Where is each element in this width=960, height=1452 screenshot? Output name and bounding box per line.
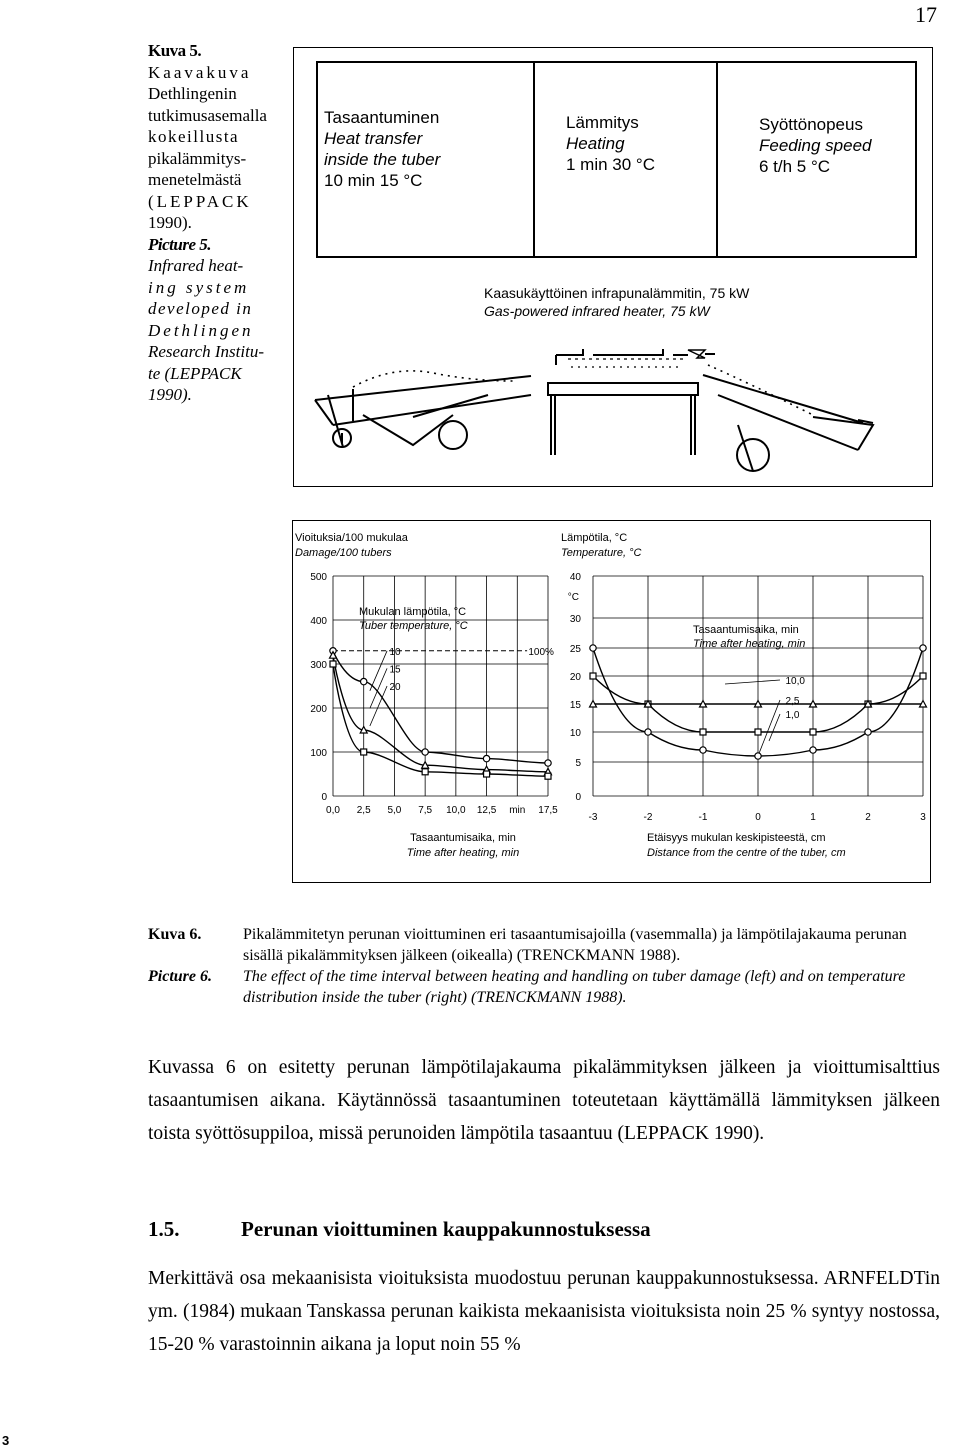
right-x-tick: -1 — [698, 812, 708, 823]
left-point-20 — [422, 769, 428, 775]
heater-label — [484, 284, 749, 320]
right-point-2,5 — [755, 729, 761, 735]
left-y-tick: 200 — [310, 704, 327, 715]
left-point-20 — [330, 661, 336, 667]
right-legend-leader — [725, 680, 780, 684]
left-legend-item: 15 — [389, 664, 401, 676]
left-point-20 — [545, 773, 551, 779]
left-point-20 — [361, 749, 367, 755]
section-heading — [148, 1217, 651, 1242]
stage-divider — [716, 63, 718, 256]
section-paragraph: Merkittävä osa mekaanisista vioituksista muodostuu perunan kauppakunnostuksessa. ARNFELDTin ym. (1984) mukaan Tanskassa perunan kaikista mekaanisista vioituksista noin 25 % syntyy nostossa, 15-20 % varastoinnin aikana ja loput noin 55 % — [148, 1268, 940, 1355]
right-conveyor-bottom — [718, 395, 858, 450]
left-x-tick: min — [509, 805, 526, 816]
figure5-caption-en-line: Dethlingen — [148, 320, 254, 340]
right-y-tick: 30 — [569, 614, 581, 625]
left-legend-leader — [370, 651, 387, 691]
right-y-tick: 10 — [569, 728, 581, 739]
right-chart-xlabel — [647, 831, 846, 861]
left-chart-ylabel — [295, 531, 408, 561]
tuber-stream-left — [353, 371, 513, 387]
right-x-tick: 3 — [920, 812, 926, 823]
right-point-2,5 — [590, 673, 596, 679]
stage-heat-transfer-en: Heat transfer — [324, 129, 423, 148]
left-chart-ylabel-fi: Vioituksia/100 mukulaa — [295, 532, 408, 544]
figure5-caption-fi-line: (LEPPACK — [148, 191, 252, 211]
right-point-10,0 — [920, 645, 926, 651]
left-chart-legend-title — [359, 605, 468, 633]
figure5-caption-fi-line: tutkimusasemalla — [148, 105, 267, 125]
stage-heat-transfer — [324, 107, 440, 191]
stage-heating-value: 1 min 30 °C — [566, 155, 656, 174]
right-x-tick: -3 — [588, 812, 598, 823]
section-number: 1.5. — [148, 1217, 180, 1241]
left-y-tick: 500 — [310, 572, 327, 583]
figure5-caption-fi-line: Dethlingenin — [148, 84, 237, 103]
figure6-caption-en-text: The effect of the time interval between heating and handling on tuber damage (left) and on temperature distribution inside the tuber (right) (TRENCKMANN 1988). — [243, 968, 906, 1006]
right-x-tick: 1 — [810, 812, 816, 823]
left-point-20 — [484, 771, 490, 777]
right-y-tick: 25 — [569, 644, 581, 655]
figure5-caption-en-line: 1990). — [148, 385, 192, 404]
left-y-tick: 300 — [310, 660, 327, 671]
left-x-tick: 10,0 — [446, 805, 466, 816]
right-point-10,0 — [865, 729, 871, 735]
figure5-caption — [148, 40, 286, 406]
right-point-2,5 — [700, 729, 706, 735]
right-drum — [737, 439, 769, 471]
figure5-caption-en-line: Infrared heat- — [148, 256, 244, 275]
section-title: Perunan vioittuminen kauppakunnostuksessa — [241, 1217, 651, 1241]
right-legend-leader — [769, 714, 780, 741]
tuber-stream-right — [708, 365, 813, 415]
stage-heat-transfer-fi: Tasaantuminen — [324, 108, 440, 127]
figure6-caption-fi — [148, 924, 938, 966]
figure5-caption-en-line: developed in — [148, 299, 253, 318]
figure6-label: Kuva 6. — [148, 926, 202, 943]
left-series-line-10 — [333, 651, 548, 763]
left-chart-xlabel — [383, 831, 543, 861]
figure5-caption-en-line: Research Institu- — [148, 342, 264, 361]
figure5-caption-fi-line: Kaavakuva — [148, 62, 252, 82]
figure5-caption-en-line: te (LEPPACK — [148, 363, 242, 383]
right-legend-title-fi: Tasaantumisaika, min — [693, 624, 799, 636]
right-y-tick: 40 — [569, 572, 581, 583]
left-legend-item: 20 — [389, 682, 401, 693]
left-chart-xlabel-fi: Tasaantumisaika, min — [410, 832, 516, 844]
right-chart-legend-title — [693, 623, 805, 651]
right-chart-ylabel-fi: Lämpötila, °C — [561, 532, 628, 544]
stage-feeding-fi: Syöttönopeus — [759, 115, 863, 134]
left-point-10 — [483, 755, 489, 761]
right-legend-item: 1,0 — [785, 710, 800, 721]
right-x-tick: 2 — [865, 812, 871, 823]
heating-machinery-drawing — [293, 325, 933, 487]
figure5-caption-fi-line: menetelmästä — [148, 170, 242, 189]
picture6-label: Picture 6. — [148, 968, 212, 985]
gas-valve — [688, 350, 705, 358]
stage-feeding-value: 6 t/h 5 °C — [759, 157, 831, 176]
right-point-10,0 — [645, 729, 651, 735]
right-x-tick: 0 — [755, 812, 761, 823]
right-point-10,0 — [755, 753, 761, 759]
right-point-2,5 — [810, 729, 816, 735]
left-chart-ylabel-en: Damage/100 tubers — [295, 547, 392, 559]
right-point-10,0 — [810, 747, 816, 753]
figure5-caption-fi-line: 1990). — [148, 213, 192, 232]
stage-feeding-en: Feeding speed — [759, 136, 872, 155]
right-legend-leader — [758, 700, 780, 756]
corner-number: 3 — [2, 1433, 10, 1448]
figure5-stage-box — [316, 61, 917, 258]
left-x-tick: 0,0 — [326, 805, 340, 816]
left-legend-title-fi: Mukulan lämpötila, °C — [359, 606, 467, 618]
left-y-tick: 0 — [321, 792, 327, 803]
picture5-label: Picture 5. — [148, 234, 211, 254]
body-paragraph: Kuvassa 6 on esitetty perunan lämpötilajakauma pikalämmityksen jälkeen ja vioittumisalttius tasaantumisen aikana. Käytännössä tasaantuminen toteutetaan käyttämällä lämmityksen jälkeen toista syöttösuppiloa, missä perunoiden lämpötila tasaantuu (LEPPACK 1990). — [148, 1057, 940, 1144]
heater-label-fi: Kaasukäyttöinen infrapunalämmitin, 75 kW — [484, 285, 750, 301]
stage-heating — [566, 112, 655, 175]
right-legend-item: 10,0 — [785, 676, 805, 687]
right-point-2,5 — [920, 673, 926, 679]
figure6-caption-fi-text: Pikalämmitetyn perunan vioittuminen eri tasaantumisajoilla (vasemmalla) ja lämpötilajakauma perunan sisällä pikalämmityksen jälkeen (oikealla) (TRENCKMANN 1988). — [243, 926, 907, 964]
figure6-caption-en — [148, 966, 938, 1008]
figure5-caption-fi-line: pikalämmitys- — [148, 148, 247, 168]
stage-heating-en: Heating — [566, 134, 625, 153]
left-drum — [439, 421, 467, 449]
heater-hood — [556, 349, 688, 355]
right-point-10,0 — [700, 747, 706, 753]
right-point-10,0 — [590, 645, 596, 651]
right-chart-xlabel-fi: Etäisyys mukulan keskipisteestä, cm — [647, 832, 826, 844]
right-chart-xlabel-en: Distance from the centre of the tuber, cm — [647, 847, 846, 859]
left-legend-item: 10 — [389, 646, 401, 658]
stage-heating-fi: Lämmitys — [566, 113, 639, 132]
right-y-tick: 0 — [575, 792, 581, 803]
right-legend-item: 2,5 — [785, 696, 800, 707]
left-conveyor-top — [315, 376, 531, 400]
right-chart-ylabel-en: Temperature, °C — [561, 547, 642, 559]
left-legend-leader — [370, 668, 387, 708]
heater-conveyor-bed — [548, 383, 698, 395]
right-y-tick: 20 — [569, 672, 581, 683]
figure5-caption-en-line: ing system — [148, 277, 250, 297]
left-x-tick: 2,5 — [356, 805, 371, 816]
right-y-tick: 5 — [575, 758, 581, 769]
left-conveyor-bottom — [333, 395, 531, 425]
stage-divider — [533, 63, 535, 256]
left-y-tick: 100 — [310, 748, 327, 759]
figure5-label: Kuva 5. — [148, 41, 202, 60]
right-y-tick: 15 — [569, 700, 581, 711]
left-reference-label: 100% — [528, 646, 554, 658]
heater-label-en: Gas-powered infrared heater, 75 kW — [484, 303, 710, 319]
right-legend-title-en: Time after heating, min — [693, 638, 806, 650]
stage-heat-transfer-en2: inside the tuber — [324, 150, 441, 169]
left-point-10 — [361, 678, 367, 684]
left-legend-title-en: Tuber temperature, °C — [359, 620, 468, 632]
left-point-10 — [422, 749, 428, 755]
left-chart-xlabel-en: Time after heating, min — [406, 847, 520, 859]
right-y-unit: °C — [567, 592, 579, 603]
left-x-tick: 17,5 — [538, 805, 558, 816]
left-x-tick: 12,5 — [476, 805, 497, 816]
figure6-caption — [148, 924, 938, 1008]
right-chart-ylabel — [561, 531, 641, 561]
right-x-tick: -2 — [643, 812, 653, 823]
stage-feeding — [759, 114, 871, 177]
stage-heat-transfer-value: 10 min 15 °C — [324, 171, 423, 190]
left-x-tick: 5,0 — [387, 805, 402, 816]
left-x-tick: 7,5 — [418, 805, 433, 816]
page-number: 17 — [915, 2, 937, 27]
figure6-frame — [292, 520, 931, 883]
left-point-10 — [545, 760, 551, 766]
figure5-caption-fi-line: kokeillusta — [148, 127, 240, 146]
left-y-tick: 400 — [310, 616, 327, 627]
